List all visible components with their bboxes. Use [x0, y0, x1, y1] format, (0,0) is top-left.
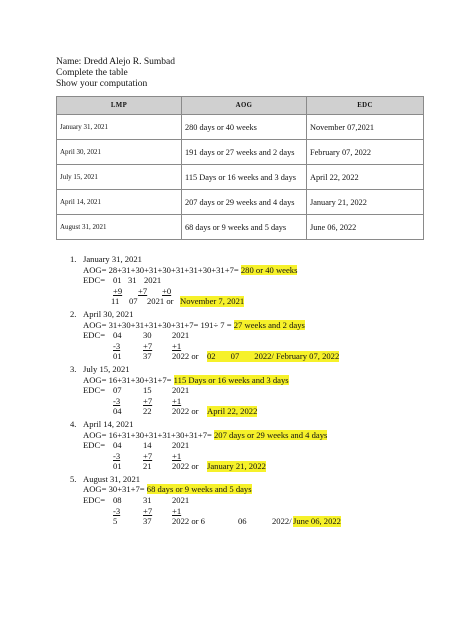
instruction-complete: Complete the table: [56, 68, 128, 78]
cell-edc: June 06, 2022: [307, 215, 424, 240]
edc-day: 30: [143, 330, 152, 341]
aog-result: 115 Days or 16 weeks and 3 days: [173, 374, 289, 385]
computation-item-1: [70, 254, 470, 307]
edc-month: 04: [113, 440, 122, 451]
cell-aog: 68 days or 9 weeks and 5 days: [182, 215, 307, 240]
res-month: 04: [113, 406, 122, 417]
aog-formula: AOG= 30+31+7= 68 days or 9 weeks and 5 days: [83, 484, 252, 495]
edc-year: 2021: [172, 385, 190, 396]
adj-month: +9: [113, 285, 123, 296]
edc-day: 31: [128, 275, 137, 286]
edc-day: 15: [143, 385, 152, 396]
adj-day: +7: [143, 395, 153, 406]
edc-year: 2021: [172, 330, 190, 341]
cell-aog: 115 Days or 16 weeks and 3 days: [182, 165, 307, 190]
adj-year: +1: [172, 395, 182, 406]
res-month: 01: [113, 461, 122, 472]
table-row: [57, 165, 424, 190]
edc-label: EDC=: [83, 495, 106, 506]
res-day: 22: [143, 406, 152, 417]
res-year: 2022 or 6: [172, 516, 205, 527]
adj-month: -3: [113, 505, 121, 516]
edc-final: April 22, 2022: [207, 406, 258, 417]
cell-lmp: April 14, 2021: [57, 190, 182, 215]
edc-year: 2021: [172, 440, 190, 451]
computation-list: [70, 254, 470, 529]
edc-day: 14: [143, 440, 152, 451]
table-row: [57, 115, 424, 140]
edc-final: January 21, 2022: [207, 461, 266, 472]
header-edc: EDC: [307, 97, 424, 115]
aog-formula: AOG= 31+30+31+31+30+31+7= 191÷ 7 = 27 weeks and 2 days: [83, 319, 305, 330]
edc-final: November 7, 2021: [180, 296, 245, 307]
res-year: 2022 or: [172, 461, 199, 472]
edc-month: 04: [113, 330, 122, 341]
table-row: [57, 190, 424, 215]
res-month: 11: [111, 296, 120, 307]
edc-label: EDC=: [83, 275, 106, 286]
aog-result: 68 days or 9 weeks and 5 days: [146, 484, 252, 495]
edc-year: 2021: [144, 275, 162, 286]
cell-aog: 191 days or 27 weeks and 2 days: [182, 140, 307, 165]
computation-item-2: [70, 309, 470, 362]
cell-lmp: August 31, 2021: [57, 215, 182, 240]
cell-aog: 207 days or 29 weeks and 4 days: [182, 190, 307, 215]
adj-year: +1: [172, 505, 182, 516]
table-row: [57, 140, 424, 165]
item-number: 2.: [70, 308, 77, 319]
cell-lmp: January 31, 2021: [57, 115, 182, 140]
aog-result: 280 or 40 weeks: [240, 264, 298, 275]
res-day: 37: [143, 516, 152, 527]
cell-lmp: April 30, 2021: [57, 140, 182, 165]
item-number: 1.: [70, 254, 77, 264]
adj-day: +7: [143, 505, 153, 516]
computation-item-4: [70, 419, 470, 472]
aog-formula: AOG= 16+31+30+31+31+30+31+7= 207 days or 29 weeks and 4 days: [83, 429, 328, 440]
edc-month: 01: [113, 275, 122, 286]
instruction-show: Show your computation: [56, 79, 148, 89]
res-year: 2022 or: [172, 351, 199, 362]
edc-label: EDC=: [83, 385, 106, 396]
aog-formula: AOG= 16+31+30+31+7= 115 Days or 16 weeks and 3 days: [83, 374, 289, 385]
adj-year: +1: [172, 450, 182, 461]
edc-year: 2021: [172, 495, 190, 506]
document-header: [56, 57, 175, 90]
res-day: 37: [143, 351, 152, 362]
aog-result: 207 days or 29 weeks and 4 days: [214, 429, 328, 440]
aog-result: 27 weeks and 2 days: [233, 319, 305, 330]
adj-month: -3: [113, 395, 121, 406]
adj-day: +7: [138, 285, 148, 296]
edc-month: 08: [113, 495, 122, 506]
table-row: [57, 215, 424, 240]
edc-final: June 06, 2022: [293, 516, 341, 527]
lmp-date: August 31, 2021: [83, 473, 141, 484]
header-aog: AOG: [182, 97, 307, 115]
edc-month: 07: [113, 385, 122, 396]
res-day: 21: [143, 461, 152, 472]
adj-day: +7: [143, 340, 153, 351]
computation-item-3: [70, 364, 470, 417]
cell-edc: April 22, 2022: [307, 165, 424, 190]
res-year: 2022 or: [172, 406, 199, 417]
cell-aog: 280 days or 40 weeks: [182, 115, 307, 140]
adj-month: -3: [113, 450, 121, 461]
edc-label: EDC=: [83, 330, 106, 341]
item-number: 4.: [70, 418, 77, 429]
header-lmp: LMP: [57, 97, 182, 115]
item-number: 5.: [70, 473, 77, 484]
res-year: 2021 or: [147, 296, 174, 307]
cell-edc: January 21, 2022: [307, 190, 424, 215]
res-month: 01: [113, 351, 122, 362]
res-month: 5: [113, 516, 118, 527]
res-extra-month: 06: [238, 516, 247, 527]
lmp-date: April 30, 2021: [83, 308, 134, 319]
aog-formula: AOG= 28+31+30+31+30+31+31+30+31+7= 280 or 40 weeks: [83, 264, 298, 275]
aog-edc-table: [56, 96, 424, 240]
cell-edc: November 07,2021: [307, 115, 424, 140]
adj-year: +0: [162, 285, 172, 296]
lmp-date: July 15, 2021: [83, 363, 130, 374]
student-name: Name: Dredd Alejo R. Sumbad: [56, 57, 175, 67]
res-extra-year: 2022/: [272, 516, 292, 527]
adj-month: -3: [113, 340, 121, 351]
adj-day: +7: [143, 450, 153, 461]
adj-year: +1: [172, 340, 182, 351]
edc-final: 02 07 2022/ February 07, 2022: [207, 351, 340, 362]
lmp-date: April 14, 2021: [83, 418, 134, 429]
table-header-row: [57, 97, 424, 115]
res-day: 07: [129, 296, 138, 307]
edc-label: EDC=: [83, 440, 106, 451]
edc-day: 31: [143, 495, 152, 506]
cell-lmp: July 15, 2021: [57, 165, 182, 190]
lmp-date: January 31, 2021: [83, 254, 142, 264]
computation-item-5: [70, 474, 470, 527]
cell-edc: February 07, 2022: [307, 140, 424, 165]
item-number: 3.: [70, 363, 77, 374]
